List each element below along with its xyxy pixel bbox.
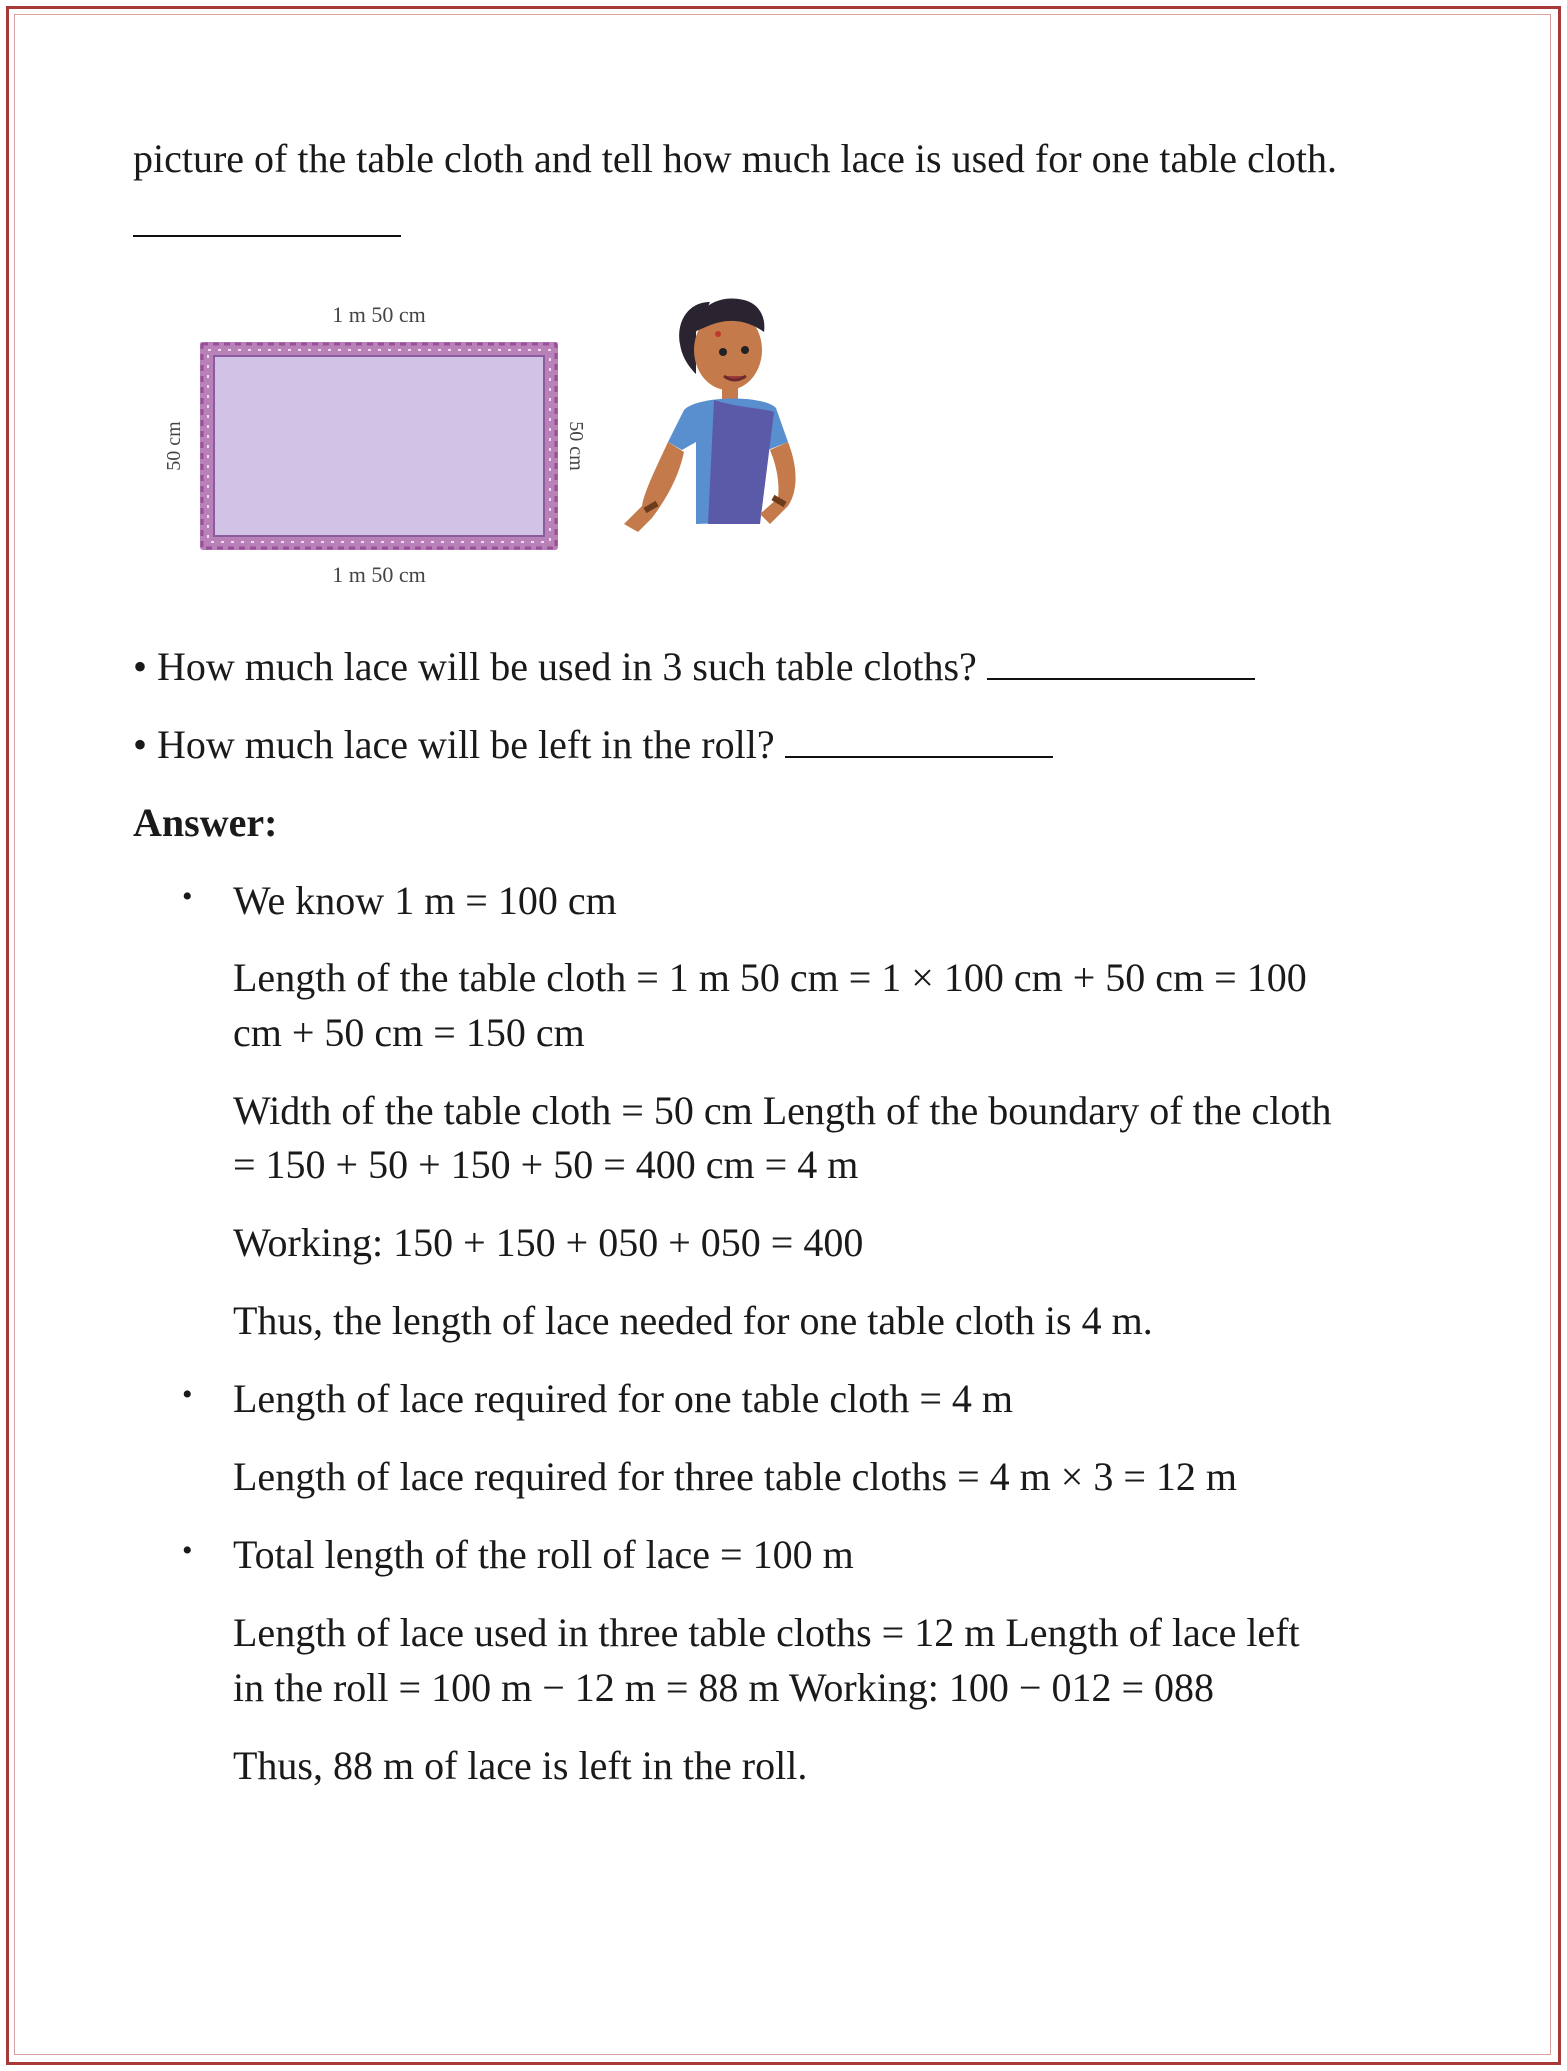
question-lace-left-in-roll: [133, 721, 1053, 768]
answer-line: Length of the table cloth = 1 m 50 cm = 1 × 100 cm + 50 cm = 100: [233, 955, 1307, 1000]
bullet-point: •: [182, 880, 193, 913]
table-cloth-figure: [148, 292, 888, 592]
answer-blank: [987, 646, 1255, 680]
answer-line: Thus, 88 m of lace is left in the roll.: [233, 1743, 808, 1788]
answer-line: Length of lace required for one table cloth = 4 m: [233, 1376, 1014, 1421]
answer-line: Length of lace used in three table cloths = 12 m Length of lace left: [233, 1610, 1300, 1655]
answer-line: We know 1 m = 100 cm: [233, 878, 617, 923]
bullet-point: •: [182, 1534, 193, 1567]
answer-line: cm + 50 cm = 150 cm: [233, 1010, 585, 1055]
question-text: • How much lace will be left in the roll?: [133, 722, 775, 767]
answer-line: = 150 + 50 + 150 + 50 = 400 cm = 4 m: [233, 1142, 859, 1187]
bottom-dimension-label: 1 m 50 cm: [332, 562, 426, 587]
bullet-point: •: [182, 1378, 193, 1411]
top-dimension-label: 1 m 50 cm: [332, 302, 426, 327]
girl-illustration: [624, 298, 796, 532]
answer-line: in the roll = 100 m − 12 m = 88 m Working: 100 − 012 = 088: [233, 1665, 1215, 1710]
answer-line: Total length of the roll of lace = 100 m: [233, 1532, 854, 1577]
answer-line: Length of lace required for three table cloths = 4 m × 3 = 12 m: [233, 1454, 1238, 1499]
answer-line: Working: 150 + 150 + 050 + 050 = 400: [233, 1220, 864, 1265]
question-lace-three-cloths: [133, 643, 1255, 690]
right-dimension-label: 50 cm: [565, 421, 587, 471]
table-cloth-illustration: [200, 342, 558, 550]
answer-line: Thus, the length of lace needed for one table cloth is 4 m.: [233, 1298, 1153, 1343]
answer-heading: Answer:: [133, 800, 278, 845]
answer-line: Width of the table cloth = 50 cm Length of the boundary of the cloth: [233, 1088, 1332, 1133]
intro-text: picture of the table cloth and tell how much lace is used for one table cloth.: [133, 136, 1338, 181]
answer-blank-intro: [133, 235, 401, 237]
left-dimension-label: 50 cm: [163, 421, 185, 471]
question-text: • How much lace will be used in 3 such table cloths?: [133, 644, 977, 689]
answer-blank: [785, 724, 1053, 758]
